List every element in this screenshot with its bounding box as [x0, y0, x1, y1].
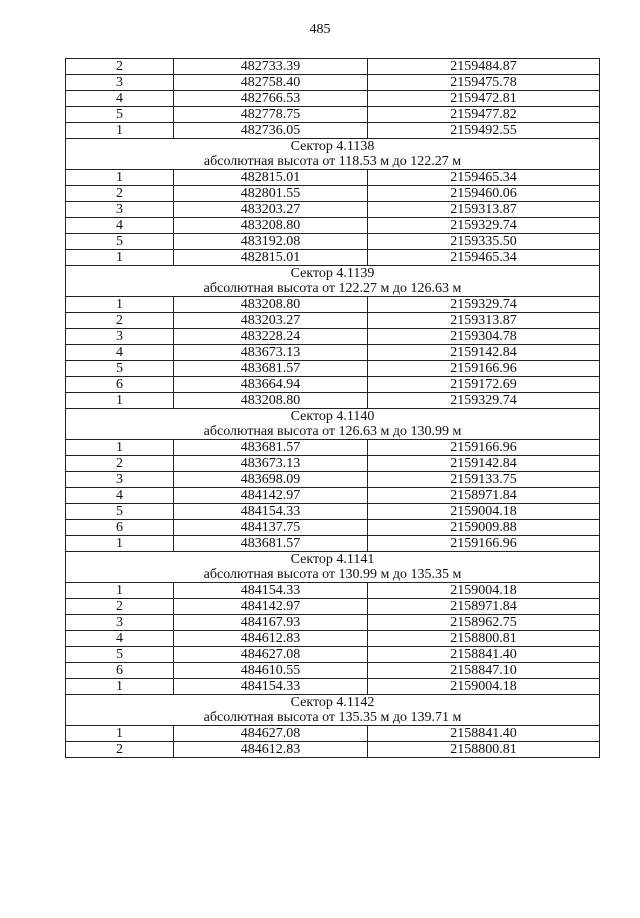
table-row [66, 297, 600, 313]
y-coordinate-cell: 2159133.75 [368, 472, 600, 488]
table-row [66, 250, 600, 266]
table-row [66, 313, 600, 329]
y-coordinate-cell: 2158962.75 [368, 615, 600, 631]
x-coordinate-cell: 482815.01 [174, 170, 368, 186]
table-row [66, 345, 600, 361]
x-coordinate-cell: 484154.33 [174, 583, 368, 599]
y-coordinate-cell: 2159484.87 [368, 59, 600, 75]
sector-title-row [66, 409, 600, 425]
x-coordinate-cell: 482815.01 [174, 250, 368, 266]
table-row [66, 472, 600, 488]
x-coordinate-cell: 483673.13 [174, 345, 368, 361]
y-coordinate-cell: 2159472.81 [368, 91, 600, 107]
table-row [66, 647, 600, 663]
table-row [66, 679, 600, 695]
x-coordinate-cell: 483208.80 [174, 297, 368, 313]
x-coordinate-cell: 482778.75 [174, 107, 368, 123]
y-coordinate-cell: 2159329.74 [368, 393, 600, 409]
x-coordinate-cell: 484610.55 [174, 663, 368, 679]
y-coordinate-cell: 2159460.06 [368, 186, 600, 202]
coordinates-table-body [66, 59, 600, 758]
table-row [66, 91, 600, 107]
table-row [66, 75, 600, 91]
table-row [66, 663, 600, 679]
x-coordinate-cell: 482758.40 [174, 75, 368, 91]
x-coordinate-cell: 484137.75 [174, 520, 368, 536]
x-coordinate-cell: 483203.27 [174, 313, 368, 329]
point-number-cell: 3 [66, 329, 174, 345]
table-row [66, 599, 600, 615]
sector-title: Сектор 4.1140 [66, 409, 600, 425]
point-number-cell: 5 [66, 504, 174, 520]
y-coordinate-cell: 2159172.69 [368, 377, 600, 393]
x-coordinate-cell: 483673.13 [174, 456, 368, 472]
y-coordinate-cell: 2158800.81 [368, 742, 600, 758]
x-coordinate-cell: 484154.33 [174, 679, 368, 695]
y-coordinate-cell: 2158841.40 [368, 726, 600, 742]
x-coordinate-cell: 483208.80 [174, 218, 368, 234]
y-coordinate-cell: 2159009.88 [368, 520, 600, 536]
y-coordinate-cell: 2159166.96 [368, 440, 600, 456]
point-number-cell: 2 [66, 59, 174, 75]
x-coordinate-cell: 484612.83 [174, 631, 368, 647]
sector-title-row [66, 266, 600, 282]
sector-title-row [66, 139, 600, 155]
table-row [66, 59, 600, 75]
table-row [66, 107, 600, 123]
point-number-cell: 2 [66, 456, 174, 472]
point-number-cell: 5 [66, 107, 174, 123]
x-coordinate-cell: 484154.33 [174, 504, 368, 520]
x-coordinate-cell: 483681.57 [174, 361, 368, 377]
point-number-cell: 4 [66, 91, 174, 107]
x-coordinate-cell: 482733.39 [174, 59, 368, 75]
point-number-cell: 4 [66, 488, 174, 504]
point-number-cell: 1 [66, 393, 174, 409]
x-coordinate-cell: 482766.53 [174, 91, 368, 107]
sector-title-row [66, 552, 600, 568]
y-coordinate-cell: 2159004.18 [368, 679, 600, 695]
y-coordinate-cell: 2159477.82 [368, 107, 600, 123]
y-coordinate-cell: 2159004.18 [368, 583, 600, 599]
point-number-cell: 1 [66, 440, 174, 456]
point-number-cell: 1 [66, 583, 174, 599]
y-coordinate-cell: 2159465.34 [368, 170, 600, 186]
x-coordinate-cell: 484627.08 [174, 647, 368, 663]
table-row [66, 583, 600, 599]
point-number-cell: 1 [66, 536, 174, 552]
sector-altitude: абсолютная высота от 122.27 м до 126.63 м [66, 281, 600, 297]
y-coordinate-cell: 2158847.10 [368, 663, 600, 679]
point-number-cell: 1 [66, 170, 174, 186]
point-number-cell: 6 [66, 663, 174, 679]
y-coordinate-cell: 2158971.84 [368, 488, 600, 504]
table-row [66, 488, 600, 504]
x-coordinate-cell: 482801.55 [174, 186, 368, 202]
x-coordinate-cell: 483681.57 [174, 536, 368, 552]
sector-altitude: абсолютная высота от 130.99 м до 135.35 м [66, 567, 600, 583]
y-coordinate-cell: 2158800.81 [368, 631, 600, 647]
sector-altitude-row [66, 154, 600, 170]
point-number-cell: 5 [66, 647, 174, 663]
point-number-cell: 6 [66, 520, 174, 536]
sector-altitude-row [66, 281, 600, 297]
sector-altitude: абсолютная высота от 126.63 м до 130.99 м [66, 424, 600, 440]
point-number-cell: 1 [66, 726, 174, 742]
point-number-cell: 2 [66, 313, 174, 329]
x-coordinate-cell: 483203.27 [174, 202, 368, 218]
point-number-cell: 4 [66, 345, 174, 361]
y-coordinate-cell: 2158971.84 [368, 599, 600, 615]
point-number-cell: 1 [66, 123, 174, 139]
table-row [66, 329, 600, 345]
x-coordinate-cell: 484142.97 [174, 599, 368, 615]
y-coordinate-cell: 2159329.74 [368, 218, 600, 234]
table-row [66, 520, 600, 536]
y-coordinate-cell: 2159465.34 [368, 250, 600, 266]
sector-title-row [66, 695, 600, 711]
sector-title: Сектор 4.1141 [66, 552, 600, 568]
y-coordinate-cell: 2159304.78 [368, 329, 600, 345]
x-coordinate-cell: 484142.97 [174, 488, 368, 504]
point-number-cell: 3 [66, 615, 174, 631]
y-coordinate-cell: 2159004.18 [368, 504, 600, 520]
point-number-cell: 1 [66, 679, 174, 695]
x-coordinate-cell: 483228.24 [174, 329, 368, 345]
sector-altitude-row [66, 424, 600, 440]
sector-title: Сектор 4.1138 [66, 139, 600, 155]
y-coordinate-cell: 2159142.84 [368, 345, 600, 361]
y-coordinate-cell: 2159475.78 [368, 75, 600, 91]
sector-altitude-row [66, 567, 600, 583]
sector-altitude: абсолютная высота от 118.53 м до 122.27 м [66, 154, 600, 170]
y-coordinate-cell: 2159492.55 [368, 123, 600, 139]
sector-altitude: абсолютная высота от 135.35 м до 139.71 м [66, 710, 600, 726]
point-number-cell: 4 [66, 218, 174, 234]
point-number-cell: 3 [66, 75, 174, 91]
table-row [66, 456, 600, 472]
y-coordinate-cell: 2159142.84 [368, 456, 600, 472]
point-number-cell: 6 [66, 377, 174, 393]
point-number-cell: 5 [66, 234, 174, 250]
x-coordinate-cell: 483192.08 [174, 234, 368, 250]
x-coordinate-cell: 482736.05 [174, 123, 368, 139]
table-row [66, 218, 600, 234]
x-coordinate-cell: 484167.93 [174, 615, 368, 631]
table-row [66, 631, 600, 647]
x-coordinate-cell: 483698.09 [174, 472, 368, 488]
point-number-cell: 2 [66, 186, 174, 202]
y-coordinate-cell: 2159335.50 [368, 234, 600, 250]
table-row [66, 440, 600, 456]
table-row [66, 504, 600, 520]
point-number-cell: 3 [66, 202, 174, 218]
point-number-cell: 1 [66, 297, 174, 313]
x-coordinate-cell: 483664.94 [174, 377, 368, 393]
table-row [66, 726, 600, 742]
table-row [66, 615, 600, 631]
point-number-cell: 5 [66, 361, 174, 377]
x-coordinate-cell: 484612.83 [174, 742, 368, 758]
table-row [66, 186, 600, 202]
point-number-cell: 2 [66, 599, 174, 615]
point-number-cell: 2 [66, 742, 174, 758]
table-row [66, 536, 600, 552]
y-coordinate-cell: 2159166.96 [368, 361, 600, 377]
y-coordinate-cell: 2159329.74 [368, 297, 600, 313]
y-coordinate-cell: 2159313.87 [368, 313, 600, 329]
y-coordinate-cell: 2158841.40 [368, 647, 600, 663]
point-number-cell: 4 [66, 631, 174, 647]
table-row [66, 170, 600, 186]
x-coordinate-cell: 483681.57 [174, 440, 368, 456]
table-row [66, 377, 600, 393]
sector-title: Сектор 4.1142 [66, 695, 600, 711]
table-row [66, 393, 600, 409]
point-number-cell: 3 [66, 472, 174, 488]
sector-altitude-row [66, 710, 600, 726]
table-row [66, 202, 600, 218]
table-row [66, 123, 600, 139]
y-coordinate-cell: 2159166.96 [368, 536, 600, 552]
page-number: 485 [309, 22, 331, 37]
sector-title: Сектор 4.1139 [66, 266, 600, 282]
x-coordinate-cell: 484627.08 [174, 726, 368, 742]
table-row [66, 234, 600, 250]
point-number-cell: 1 [66, 250, 174, 266]
x-coordinate-cell: 483208.80 [174, 393, 368, 409]
table-row [66, 742, 600, 758]
table-row [66, 361, 600, 377]
coordinates-table [65, 58, 600, 758]
y-coordinate-cell: 2159313.87 [368, 202, 600, 218]
